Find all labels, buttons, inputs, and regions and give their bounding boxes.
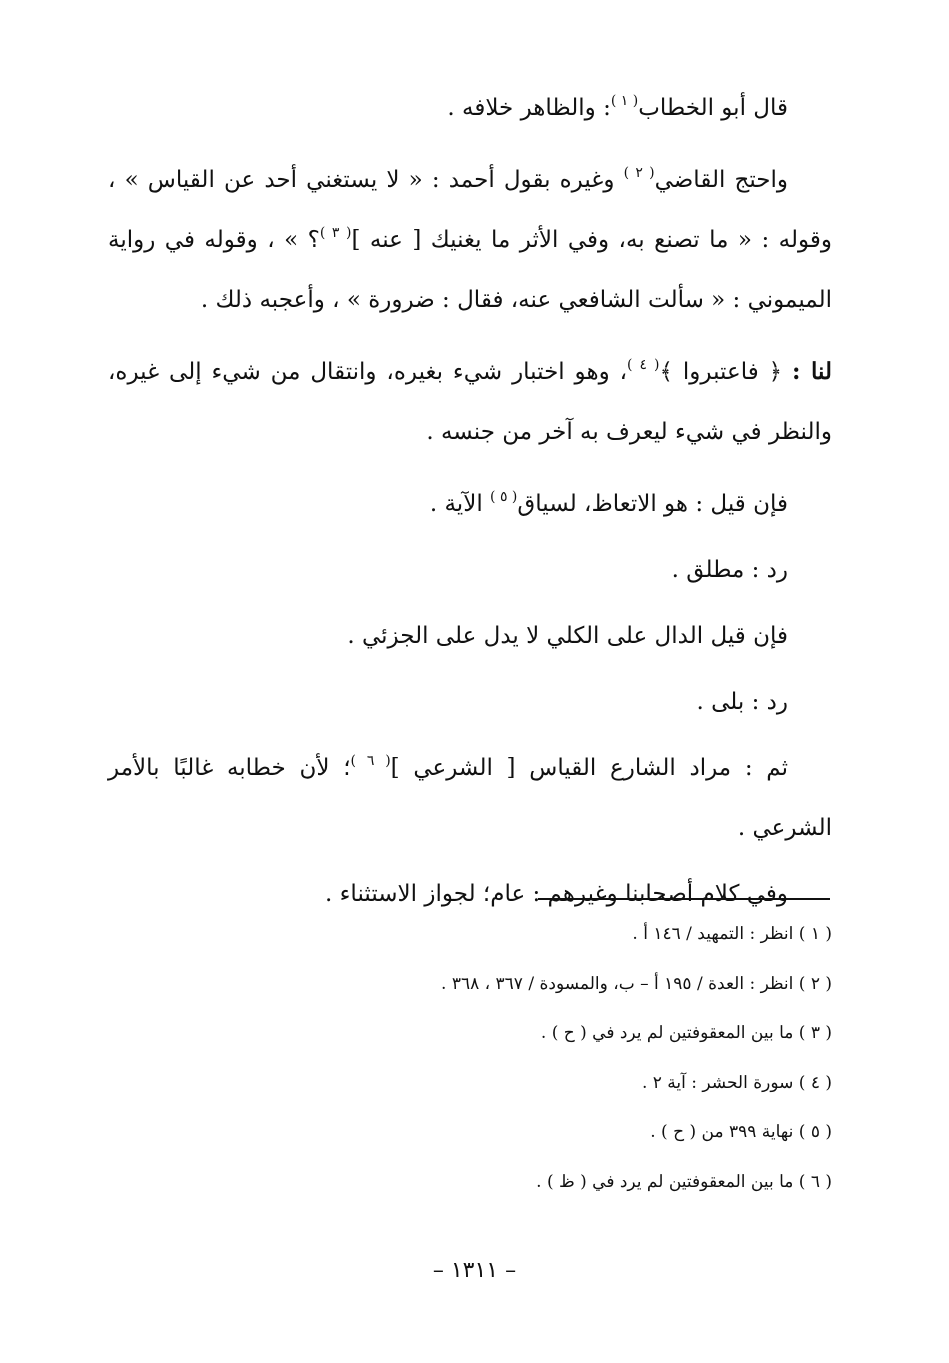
footnote-separator xyxy=(538,898,830,900)
paragraph-8: ثم : مراد الشارع القياس [ الشرعي ]$^{( ٦ )}$؛ لأن خطابه غالبًا بالأمر الشرعي . xyxy=(108,753,832,841)
paragraph-5: رد : مطلق . xyxy=(671,557,788,583)
footnote-ref-5[interactable]: ( ٥ ) xyxy=(490,489,518,505)
footnote-ref-4[interactable]: ( ٤ ) xyxy=(627,357,660,373)
footnote-3: ( ٣ ) ما بين المعقوفتين لم يرد في ( ح ) . xyxy=(540,1023,832,1044)
footnote-2: ( ٢ ) انظر : العدة / ١٩٥ أ – ب، والمسودة / ٣٦٧ ، ٣٦٨ . xyxy=(441,973,832,994)
main-text xyxy=(108,78,832,924)
footnote-ref-2[interactable]: ( ٢ ) xyxy=(623,165,655,181)
footnote-ref-1[interactable]: ( ١ ) xyxy=(610,93,639,109)
footnote-6: ( ٦ ) ما بين المعقوفتين لم يرد في ( ظ ) . xyxy=(536,1171,832,1192)
footnote-5: ( ٥ ) نهاية ٣٩٩ من ( ح ) . xyxy=(650,1122,832,1143)
footnote-1: ( ١ ) انظر : التمهيد / ١٤٦ أ . xyxy=(632,924,832,944)
paragraph-9: وفي كلام أصحابنا وغيرهم : عام؛ لجواز الاستثناء . xyxy=(325,881,788,907)
paragraph-6: فإن قيل الدال على الكلي لا يدل على الجزئي . xyxy=(347,623,788,649)
paragraph-3: لنا : ﴿ فاعتبروا ﴾$^{( ٤ )}$، وهو اختبار شيء بغيره، وانتقال من شيء إلى غيره، والنظر في شيء ليعرف به آخر من جنسه . xyxy=(108,357,832,445)
footnote-4: ( ٤ ) سورة الحشر : آية ٢ . xyxy=(641,1072,832,1093)
lana-label: لنا : xyxy=(791,358,832,385)
page-number: – ١٣١١ – xyxy=(432,1258,517,1283)
paragraph-2: واحتج القاضي$^{( ٢ )}$ وغيره بقول أحمد : « لا يستغني أحد عن القياس » ، وقوله : « ما تصنع به، وفي الأثر ما يغنيك [ عنه ]$^{( ٣ )}$؟ » ، وقوله في رواية الميموني : « سألت الشافعي عنه، فقال : ضرورة » ، وأعجبه ذلك . xyxy=(108,165,832,313)
footnotes xyxy=(108,916,832,1214)
paragraph-1: قال أبو الخطاب$^{( ١ )}$: والظاهر خلافه . xyxy=(447,93,788,121)
footnote-ref-6[interactable]: ( ٦ ) xyxy=(350,753,391,769)
paragraph-4: فإن قيل : هو الاتعاظ، لسياق$^{( ٥ )}$ الآية . xyxy=(429,489,788,517)
footnote-ref-3[interactable]: ( ٣ ) xyxy=(319,225,352,241)
paragraph-7: رد : بلى . xyxy=(696,689,788,715)
